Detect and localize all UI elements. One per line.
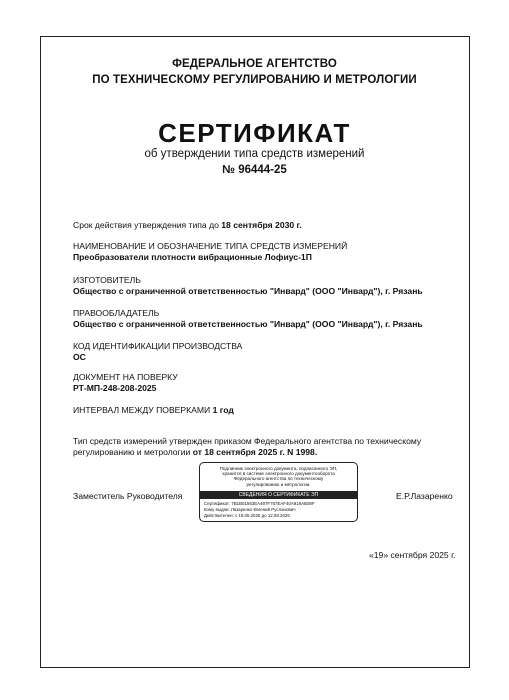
production-id-label: КОД ИДЕНТИФИКАЦИИ ПРОИЗВОДСТВА — [73, 341, 243, 351]
signatory-name: Е.Р.Лазаренко — [396, 491, 453, 501]
stamp-issued-to: Кому выдан: Лазаренко Евгений Русланович — [204, 507, 296, 512]
stamp-head-line: хранится в системе электронного документооборота — [222, 471, 335, 477]
interval-label: ИНТЕРВАЛ МЕЖДУ ПОВЕРКАМИ — [73, 405, 211, 415]
document-date: «19» сентября 2025 г. — [369, 550, 456, 560]
production-id-value: ОС — [73, 352, 86, 362]
approval-line2-plain: регулированию и метрологии — [73, 447, 191, 457]
document-subtitle: об утверждении типа средств измерений — [144, 148, 365, 160]
approval-line2 — [73, 447, 463, 458]
signatory-position: Заместитель Руководителя — [73, 491, 183, 501]
type-name-value: Преобразователи плотности вибрационные Лофиус-1П — [73, 252, 312, 262]
electronic-signature-stamp — [199, 462, 358, 522]
document-title: СЕРТИФИКАТ — [158, 118, 351, 148]
approval-line2-bold: от 18 сентября 2025 г. N 1998. — [192, 447, 318, 457]
rights-holder-label: ПРАВООБЛАДАТЕЛЬ — [73, 308, 160, 318]
verification-doc-value: РТ-МП-248-208-2025 — [73, 383, 157, 393]
stamp-band: СВЕДЕНИЯ О СЕРТИФИКАТЕ ЭП — [200, 491, 357, 499]
stamp-head-line: регулированию и метрологии. — [246, 481, 311, 487]
stamp-details — [200, 499, 357, 519]
approval-line1: Тип средств измерений утвержден приказом Федерального агентства по техническому — [73, 436, 422, 446]
interval-value: 1 год — [212, 405, 234, 415]
stamp-valid: Действителен: с 19.05.2025 до 12.08.2026 — [204, 513, 290, 518]
approval-paragraph — [73, 436, 463, 458]
stamp-certificate: Сертификат: 7B1B01563EA497F787EAF40A918AB08F — [204, 501, 315, 506]
agency-name-line1: ФЕДЕРАЛЬНОЕ АГЕНТСТВО — [172, 58, 337, 70]
manufacturer-label: ИЗГОТОВИТЕЛЬ — [73, 275, 141, 285]
validity-line — [73, 220, 302, 231]
stamp-header — [200, 463, 357, 491]
manufacturer-value: Общество с ограниченной ответственностью "Инвард" (ООО "Инвард"), г. Рязань — [73, 286, 423, 296]
type-name-label: НАИМЕНОВАНИЕ И ОБОЗНАЧЕНИЕ ТИПА СРЕДСТВ ИЗМЕРЕНИЙ — [73, 241, 348, 251]
interval-line — [73, 405, 234, 416]
certificate-number: № 96444-25 — [222, 164, 287, 176]
stamp-head-line: Федерального агентства по техническому — [233, 476, 324, 482]
rights-holder-value: Общество с ограниченной ответственностью "Инвард" (ООО "Инвард"), г. Рязань — [73, 319, 423, 329]
agency-name-line2: ПО ТЕХНИЧЕСКОМУ РЕГУЛИРОВАНИЮ И МЕТРОЛОГИИ — [92, 74, 417, 86]
validity-value: 18 сентября 2030 г. — [221, 220, 302, 230]
verification-doc-label: ДОКУМЕНТ НА ПОВЕРКУ — [73, 372, 178, 382]
validity-label: Срок действия утверждения типа до — [73, 220, 219, 230]
stamp-head-line: Подлинник электронного документа, подписанного ЭП, — [219, 466, 338, 471]
